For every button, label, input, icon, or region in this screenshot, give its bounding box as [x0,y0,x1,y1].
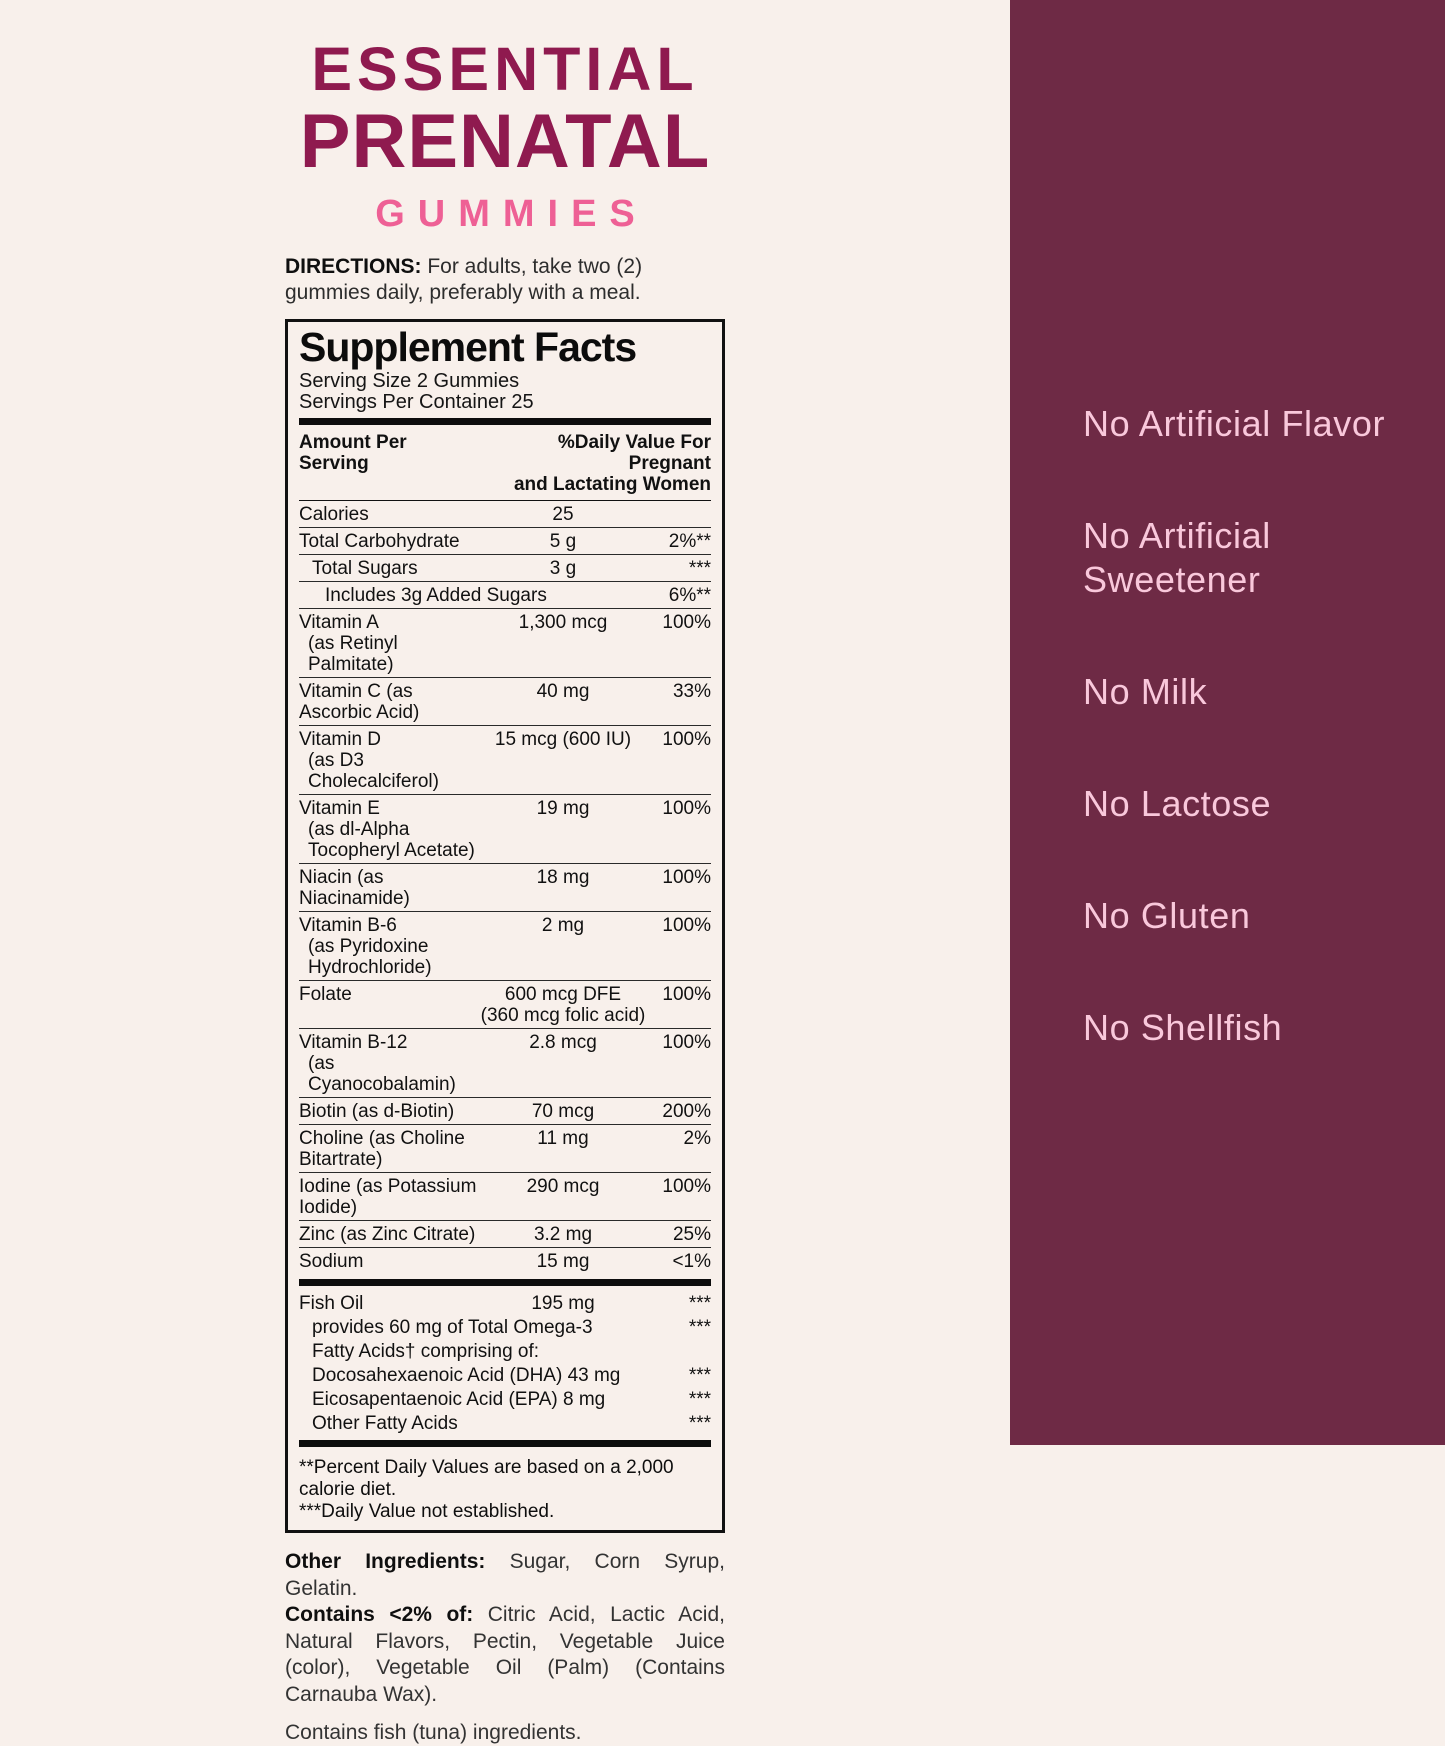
nutrient-daily-value: *** [688,1412,711,1434]
nutrient-name: Vitamin B-12 (as Cyanocobalamin) [299,1032,479,1095]
product-title-line2: PRENATAL [299,99,711,185]
table-row [299,1247,711,1274]
nutrient-amount: 2.8 mcg [529,1032,597,1054]
thick-rule [299,1440,711,1447]
nutrient-name: Niacin (as Niacinamide) [299,867,410,910]
table-row [299,1411,711,1435]
other-ingredients-label: Other Ingredients: [285,1550,486,1574]
directions-label: DIRECTIONS: [285,255,422,279]
nutrient-amount: 40 mg [536,681,590,703]
nutrient-name: Calories [299,504,369,526]
product-title-line1: ESSENTIAL [311,35,699,103]
nutrient-daily-value: *** [688,1364,711,1386]
nutrient-daily-value: 2%** [668,531,711,553]
nutrient-amount: 600 mcg DFE (360 mcg folic acid) [480,984,646,1027]
nutrient-amount: 15 mcg (600 IU) [494,729,632,751]
nutrient-daily-value: 25% [672,1224,711,1246]
nutrient-amount: 2 mg [541,915,585,937]
footnote-daily-values: **Percent Daily Values are based on a 2,000 calorie diet. [299,1457,674,1501]
nutrient-name: Fatty Acids† comprising of: [312,1340,540,1362]
nutrient-name: provides 60 mg of Total Omega-3 [312,1316,593,1338]
table-row [299,581,711,608]
table-row [299,1172,711,1220]
nutrient-name: Iodine (as Potassium Iodide) [299,1176,477,1219]
nutrient-name: Biotin (as d-Biotin) [299,1101,455,1123]
nutrient-name: Choline (as Choline Bitartrate) [299,1128,465,1171]
nutrient-daily-value: 100% [662,798,711,820]
table-header-row [299,430,711,501]
nutrient-amount: 15 mg [536,1251,590,1273]
nutrient-daily-value: *** [688,1388,711,1410]
table-row [299,794,711,863]
nutrient-amount: 1,300 mcg [518,612,608,634]
table-row [299,1124,711,1172]
nutrient-daily-value: 100% [662,1176,711,1198]
nutrient-amount: 3.2 mg [533,1224,593,1246]
nutrient-amount: 195 mg [531,1292,595,1314]
nutrient-daily-value: 200% [662,1101,711,1123]
contains-2pct-label: Contains <2% of: [285,1603,474,1627]
table-row [299,1387,711,1411]
nutrient-source: (as Retinyl Palmitate) [308,633,398,676]
nutrient-name: Vitamin A (as Retinyl Palmitate) [299,612,479,675]
col-header-dv: %Daily Value For Pregnant and Lactating Women [513,432,711,496]
nutrient-daily-value: 6%** [668,585,711,607]
nutrient-name: Vitamin C (as Ascorbic Acid) [299,681,420,724]
nutrient-name: Zinc (as Zinc Citrate) [299,1224,476,1246]
nutrient-name: Total Carbohydrate [299,531,460,553]
claim-item: No Shellfish [1083,1007,1283,1048]
thick-rule [299,1279,711,1286]
footnote-not-established: ***Daily Value not established. [299,1501,555,1523]
nutrient-daily-value: *** [688,1316,711,1338]
directions [285,254,725,306]
nutrient-source: (as D3 Cholecalciferol) [308,750,439,793]
nutrient-amount: 5 g [549,531,577,553]
table-row [299,501,711,527]
nutrient-amount: 18 mg [536,867,590,889]
table-row [299,1363,711,1387]
nutrient-source: (as dl-Alpha Tocopheryl Acetate) [308,819,475,862]
nutrient-daily-value: *** [688,558,711,580]
nutrient-amount: 290 mcg [526,1176,600,1198]
directions-text: For adults, take two (2) gummies daily, preferably with a meal. [285,255,643,305]
table-row [299,1315,711,1339]
table-row [299,911,711,980]
contains-2pct-text: Citric Acid, Lactic Acid, Natural Flavors, Pectin, Vegetable Juice (color), Vegetable Oil (Palm) (Contains Carnauba Wax). [285,1603,725,1706]
nutrient-source: (as Pyridoxine Hydrochloride) [308,936,432,979]
main-rows [299,501,711,1274]
table-row [299,980,711,1028]
claims-panel [1010,0,1445,1445]
nutrient-name: Fish Oil [299,1292,364,1314]
nutrient-daily-value: 100% [662,867,711,889]
nutrient-name: Total Sugars [312,558,418,580]
nutrient-name: Other Fatty Acids [312,1412,458,1434]
col-header-amount: Amount Per Serving [299,432,407,475]
table-row [299,608,711,677]
table-row [299,1028,711,1097]
nutrient-name: Eicosapentaenoic Acid (EPA) 8 mg [312,1388,606,1410]
claims-list [1010,0,1445,1050]
nutrient-daily-value: 100% [662,984,711,1006]
thick-rule [299,418,711,425]
nutrient-amount: 11 mg [537,1128,589,1150]
nutrient-name: Vitamin B-6 (as Pyridoxine Hydrochloride) [299,915,479,978]
nutrient-daily-value: 2% [683,1128,711,1150]
nutrient-daily-value: 100% [662,915,711,937]
nutrient-daily-value: 100% [662,1032,711,1054]
servings-per-container: Servings Per Container 25 [299,391,534,414]
supplement-facts-title: Supplement Facts [299,324,637,371]
claim-item: No Lactose [1083,783,1272,824]
table-row [299,527,711,554]
product-subtitle: GUMMIES [375,193,648,236]
nutrient-name: Vitamin D (as D3 Cholecalciferol) [299,729,479,792]
supplement-facts-box [285,319,725,1533]
table-row [299,554,711,581]
claim-item: No Artificial Sweetener [1083,515,1271,600]
claim-item: No Gluten [1083,895,1251,936]
nutrient-source: (as Cyanocobalamin) [308,1053,456,1096]
nutrient-amount: 25 [552,504,574,526]
nutrient-amount: 3 g [549,558,577,580]
nutrient-name: Folate [299,984,352,1006]
claim-item: No Artificial Flavor [1083,403,1386,444]
nutrient-name: Vitamin E (as dl-Alpha Tocopheryl Acetate) [299,798,479,861]
table-row [299,677,711,725]
table-row [299,1291,711,1315]
table-row [299,863,711,911]
table-row [299,1339,711,1363]
claim-item: No Milk [1083,671,1208,712]
table-row [299,1097,711,1124]
nutrient-name: Sodium [299,1251,364,1273]
table-row [299,725,711,794]
nutrient-daily-value: 100% [662,729,711,751]
serving-size: Serving Size 2 Gummies [299,370,520,393]
allergen-statement: Contains fish (tuna) ingredients. [285,1721,582,1745]
table-row [299,1220,711,1247]
nutrient-amount: 70 mcg [531,1101,595,1123]
nutrient-name: Includes 3g Added Sugars [325,585,547,607]
nutrient-daily-value: 33% [672,681,711,703]
nutrient-name: Docosahexaenoic Acid (DHA) 43 mg [312,1364,621,1386]
other-ingredients-text: Sugar, Corn Syrup, Gelatin. [285,1550,725,1600]
label-panel [285,0,725,1746]
nutrient-amount: 19 mg [536,798,590,820]
nutrient-daily-value: *** [688,1292,711,1314]
nutrient-daily-value: <1% [672,1251,711,1273]
other-ingredients [285,1549,725,1708]
omega-rows [299,1291,711,1435]
nutrient-daily-value: 100% [662,612,711,634]
